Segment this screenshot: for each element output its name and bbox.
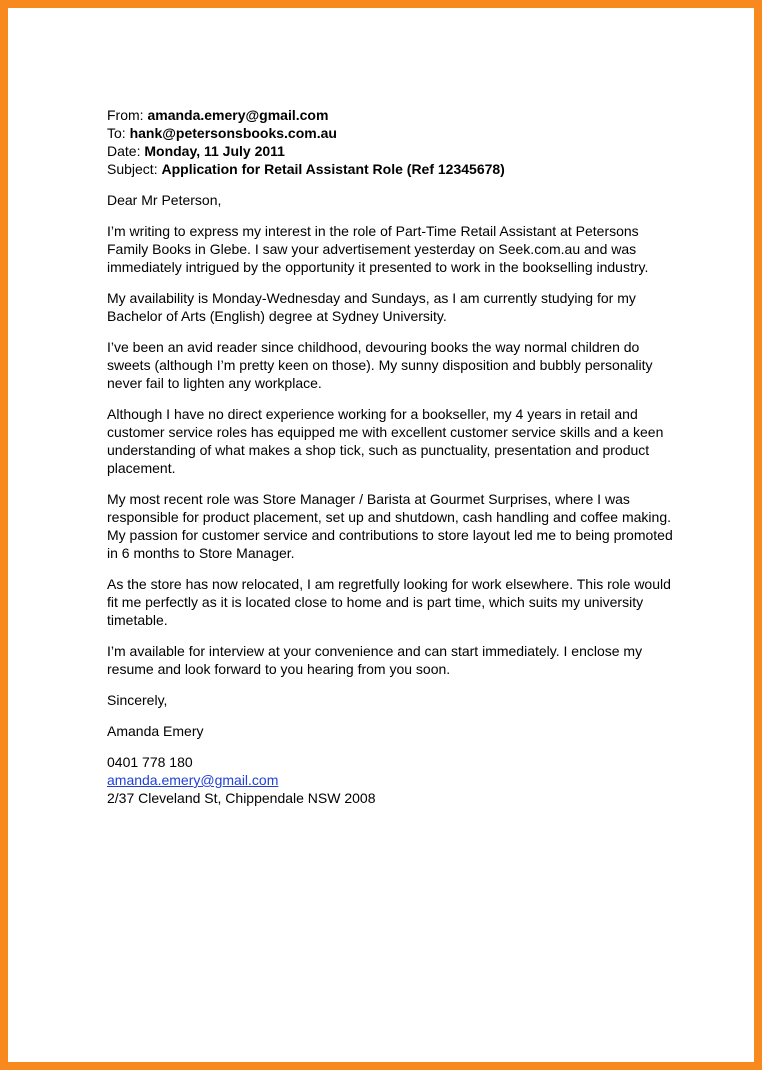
to-value: hank@petersonsbooks.com.au [129, 125, 337, 141]
from-label: From: [107, 107, 148, 123]
paragraph-relocation: As the store has now relocated, I am regretfully looking for work elsewhere. This role would fit me perfectly as it is located close to home and is part time, which suits my university timetable. [107, 576, 671, 628]
paragraph-availability-interview: I’m available for interview at your convenience and can start immediately. I enclose my resume and look forward to you hearing from you soon. [107, 643, 643, 677]
to-line [107, 124, 677, 142]
date-line [107, 142, 677, 160]
paragraph-reader: I’ve been an avid reader since childhood, devouring books the way normal children do sweets (although I’m pretty keen on those). My sunny disposition and bubbly personality never fail to lighten any workplace. [107, 339, 653, 391]
signature-name: Amanda Emery [107, 723, 204, 739]
subject-value: Application for Retail Assistant Role (Ref 12345678) [161, 161, 505, 177]
closing: Sincerely, [107, 692, 168, 708]
subject-line [107, 160, 677, 178]
postal-address: 2/37 Cleveland St, Chippendale NSW 2008 [107, 790, 376, 806]
from-line [107, 106, 677, 124]
paragraph-interest: I’m writing to express my interest in the role of Part-Time Retail Assistant at Petersons Family Books in Glebe. I saw your advertisement yesterday on Seek.com.au and was immediately intrigued by the opportunity it presented to work in the bookselling industry. [107, 223, 649, 275]
email-link[interactable]: amanda.emery@gmail.com [107, 772, 279, 788]
paragraph-recent-role: My most recent role was Store Manager / Barista at Gourmet Surprises, where I was responsible for product placement, set up and shutdown, cash handling and coffee making. My passion for customer service and contributions to store layout led me to being promoted in 6 months to Store Manager. [107, 491, 673, 561]
from-value: amanda.emery@gmail.com [147, 107, 329, 123]
cover-letter [107, 106, 677, 807]
paragraph-availability: My availability is Monday-Wednesday and Sundays, as I am currently studying for my Bachelor of Arts (English) degree at Sydney University. [107, 290, 636, 324]
salutation: Dear Mr Peterson, [107, 192, 222, 208]
subject-label: Subject: [107, 161, 162, 177]
contact-block [107, 753, 677, 807]
date-label: Date: [107, 143, 145, 159]
to-label: To: [107, 125, 130, 141]
date-value: Monday, 11 July 2011 [144, 143, 285, 159]
phone-number: 0401 778 180 [107, 754, 193, 770]
paragraph-experience: Although I have no direct experience working for a bookseller, my 4 years in retail and customer service roles has equipped me with excellent customer service skills and a keen understanding of what makes a shop tick, such as punctuality, presentation and product placement. [107, 406, 664, 476]
